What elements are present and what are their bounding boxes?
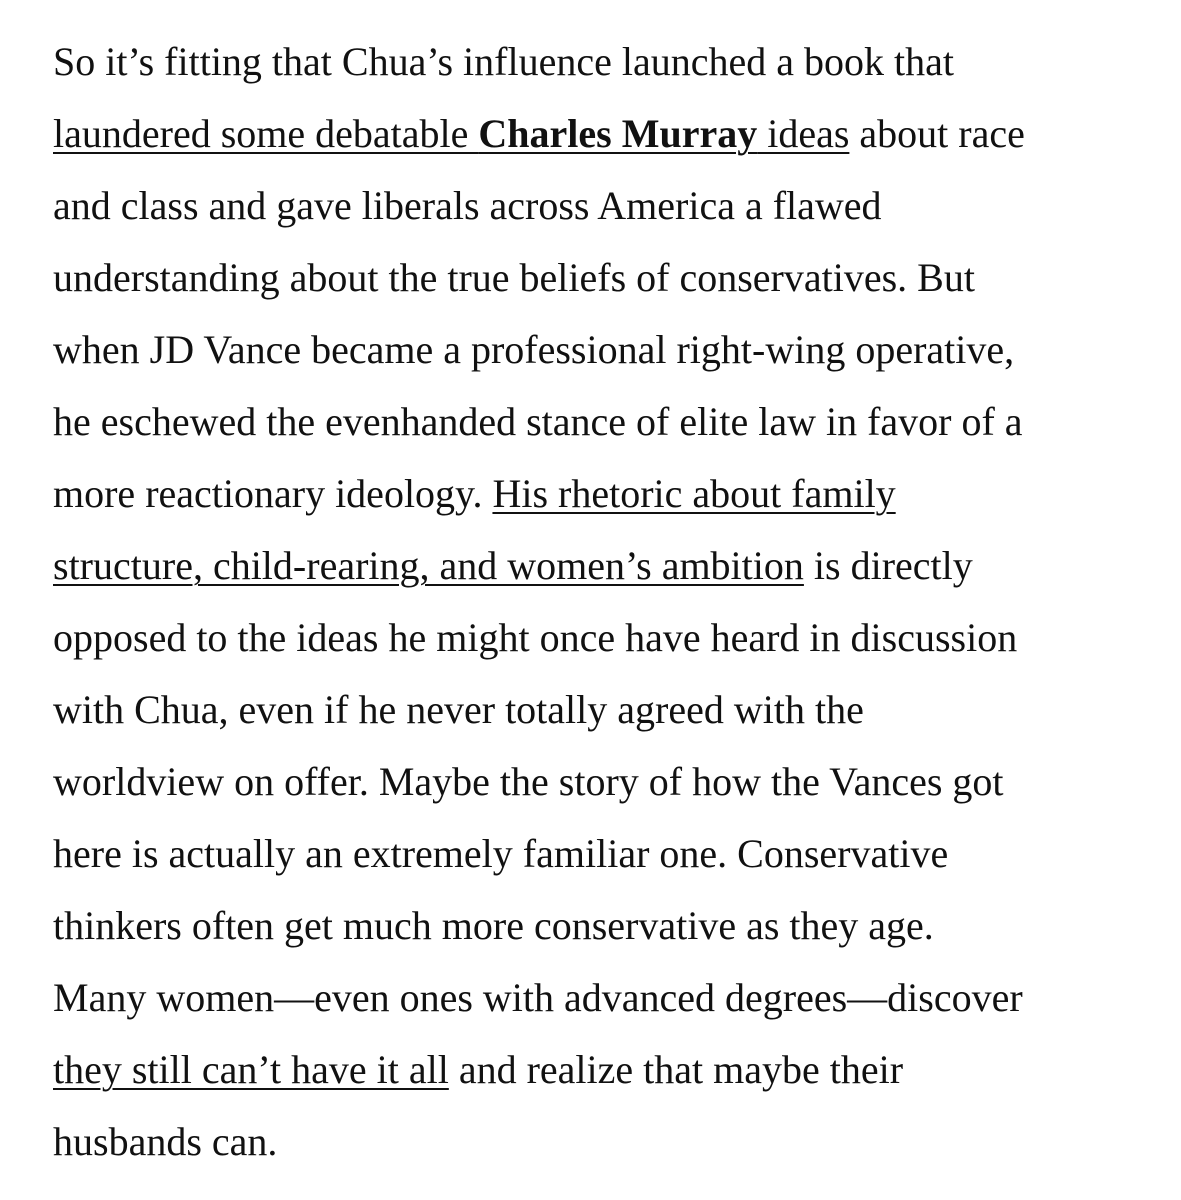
line-text: Many women—even ones with advanced degrees—discover <box>53 975 1023 1020</box>
paragraph-line <box>53 615 1018 660</box>
line-text: here is actually an extremely familiar one. Conservative <box>53 831 949 876</box>
line-text: husbands can. <box>53 1119 278 1164</box>
rhetoric-family-structure-link[interactable]: His rhetoric about family <box>492 471 896 516</box>
line-text: when JD Vance became a professional right-wing operative, <box>53 327 1015 372</box>
paragraph-line <box>53 831 949 876</box>
link-bold-text: Charles Murray <box>478 111 758 156</box>
line-text: thinkers often get much more conservative as they age. <box>53 903 934 948</box>
paragraph-line <box>53 543 973 588</box>
rhetoric-family-structure-link-continued[interactable]: structure, child-rearing, and women’s ambition <box>53 543 804 588</box>
line-text: and class and gave liberals across America a flawed <box>53 183 882 228</box>
line-text: worldview on offer. Maybe the story of how the Vances got <box>53 759 1004 804</box>
paragraph-line <box>53 1119 278 1164</box>
paragraph-line <box>53 111 1025 156</box>
paragraph-line <box>53 471 896 516</box>
charles-murray-ideas-link[interactable] <box>53 111 849 156</box>
paragraph-line <box>53 399 1023 444</box>
paragraph-line <box>53 759 1004 804</box>
line-text: So it’s fitting that Chua’s influence launched a book that <box>53 39 954 84</box>
link-text: laundered some debatable <box>53 111 479 156</box>
paragraph-line <box>53 975 1023 1020</box>
link-text: ideas <box>757 111 850 156</box>
line-text: with Chua, even if he never totally agreed with the <box>53 687 864 732</box>
paragraph-line <box>53 1047 904 1092</box>
paragraph-line <box>53 39 954 84</box>
paragraph-line <box>53 183 882 228</box>
paragraph-line <box>53 255 975 300</box>
paragraph-line <box>53 327 1015 372</box>
paragraph-line <box>53 687 864 732</box>
line-text: he eschewed the evenhanded stance of elite law in favor of a <box>53 399 1023 444</box>
line-text: and realize that maybe their <box>448 1047 904 1092</box>
line-text: opposed to the ideas he might once have heard in discussion <box>53 615 1018 660</box>
paragraph-line <box>53 903 934 948</box>
line-text: understanding about the true beliefs of conservatives. But <box>53 255 975 300</box>
line-text: about race <box>849 111 1025 156</box>
cant-have-it-all-link[interactable]: they still can’t have it all <box>53 1047 449 1092</box>
line-text: more reactionary ideology. <box>53 471 493 516</box>
line-text: is directly <box>803 543 973 588</box>
